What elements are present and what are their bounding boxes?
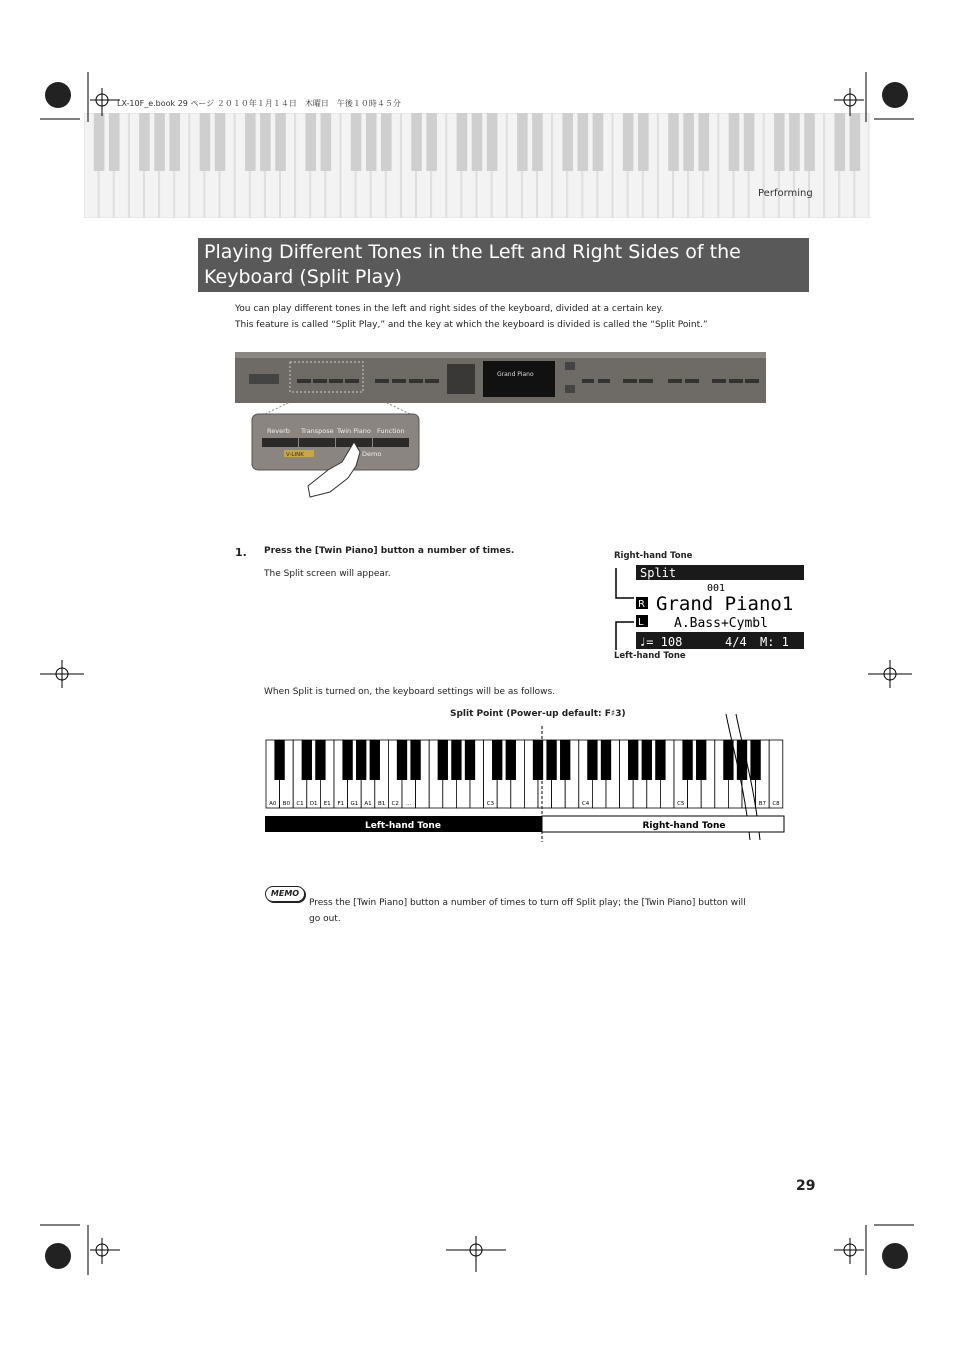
banner-black-key bbox=[215, 113, 226, 171]
lcd-title: Split bbox=[640, 566, 677, 580]
banner-black-key bbox=[532, 113, 543, 171]
step-number: 1. bbox=[235, 546, 247, 559]
key-label: B0 bbox=[282, 801, 291, 807]
right-hand-tone-label: Right-hand Tone bbox=[642, 821, 726, 831]
intro-line-2: This feature is called “Split Play,” and the key at which the keyboard is divided is called the “Split Point.” bbox=[235, 320, 708, 330]
banner-black-key bbox=[729, 113, 740, 171]
crosshair-icon bbox=[866, 660, 916, 690]
banner-black-key bbox=[562, 113, 573, 171]
demo-label: Demo bbox=[362, 450, 382, 458]
file-info-header: LX-10F_e.book 29 ページ ２０１０年１月１４日 木曜日 午後１０時４５分 bbox=[117, 99, 401, 108]
black-key bbox=[356, 740, 366, 780]
key-label: B7 bbox=[758, 801, 767, 807]
black-key bbox=[601, 740, 611, 780]
lcd-left-tone: A.Bass+Cymbl bbox=[674, 616, 768, 631]
key-label: C8 bbox=[772, 801, 780, 807]
black-key bbox=[397, 740, 407, 780]
black-key bbox=[492, 740, 502, 780]
banner-black-key bbox=[245, 113, 256, 171]
page-title: Playing Different Tones in the Left and Right Sides of the Keyboard (Split Play) bbox=[198, 238, 809, 292]
black-key bbox=[642, 740, 652, 780]
reverb-button[interactable] bbox=[262, 438, 298, 447]
black-key bbox=[696, 740, 706, 780]
banner-black-key bbox=[260, 113, 271, 171]
vlink-label: V-LINK bbox=[286, 452, 304, 458]
black-key bbox=[682, 740, 692, 780]
key-label: G1 bbox=[350, 801, 359, 807]
lcd-split-screen bbox=[612, 562, 805, 652]
memo-badge: MEMO bbox=[265, 886, 305, 902]
banner-black-key bbox=[366, 113, 377, 171]
key-label: F1 bbox=[337, 801, 345, 807]
panel-display-text: Grand Piano bbox=[497, 371, 534, 378]
banner-black-key bbox=[411, 113, 422, 171]
registration-mark-icon bbox=[834, 1200, 914, 1280]
lcd-right-tone: Grand Piano1 bbox=[656, 593, 794, 615]
banner-black-key bbox=[638, 113, 649, 171]
step-result: The Split screen will appear. bbox=[264, 569, 391, 579]
banner-black-key bbox=[698, 113, 709, 171]
banner-black-key bbox=[381, 113, 392, 171]
key-label: A0 bbox=[269, 801, 277, 807]
black-key bbox=[342, 740, 352, 780]
banner-black-key bbox=[426, 113, 437, 171]
intro-text bbox=[235, 301, 708, 333]
panel-zoom bbox=[250, 400, 425, 500]
banner-black-key bbox=[275, 113, 286, 171]
banner-black-key bbox=[169, 113, 180, 171]
black-key bbox=[410, 740, 420, 780]
split-keyboard-diagram bbox=[264, 714, 786, 842]
key-label: A1 bbox=[364, 801, 372, 807]
crosshair-icon bbox=[446, 1234, 506, 1274]
keyboard-banner bbox=[84, 113, 870, 218]
split-point-label: Split Point (Power-up default: F♯3) bbox=[450, 709, 626, 719]
banner-black-key bbox=[593, 113, 604, 171]
lcd-number: 001 bbox=[707, 583, 726, 594]
left-hand-tone-label: Left-hand Tone bbox=[365, 821, 441, 831]
banner-black-key bbox=[578, 113, 589, 171]
banner-black-key bbox=[487, 113, 498, 171]
black-key bbox=[737, 740, 747, 780]
zoom-label-transpose: Transpose bbox=[301, 427, 334, 435]
lcd-tempo: ♩= 108 bbox=[639, 635, 683, 649]
banner-black-key bbox=[351, 113, 362, 171]
black-key bbox=[655, 740, 665, 780]
banner-black-key bbox=[305, 113, 316, 171]
banner-black-key bbox=[789, 113, 800, 171]
black-key bbox=[465, 740, 475, 780]
black-key bbox=[628, 740, 638, 780]
zoom-label-function: Function bbox=[377, 427, 405, 435]
lcd-right-marker: R bbox=[638, 599, 645, 610]
banner-black-key bbox=[668, 113, 679, 171]
key-label: C5 bbox=[677, 801, 685, 807]
zoom-label-twin-piano: Twin Piano bbox=[337, 427, 371, 435]
key-label: E1 bbox=[323, 801, 331, 807]
section-label: Performing bbox=[758, 188, 813, 199]
black-key bbox=[587, 740, 597, 780]
key-label: B1 bbox=[377, 801, 386, 807]
black-key bbox=[560, 740, 570, 780]
key-label: C4 bbox=[581, 801, 590, 807]
key-label: D1 bbox=[309, 801, 318, 807]
zoom-label-reverb: Reverb bbox=[267, 427, 290, 435]
lcd-left-hand-label: Left-hand Tone bbox=[614, 651, 686, 661]
banner-black-key bbox=[321, 113, 332, 171]
banner-black-key bbox=[200, 113, 211, 171]
banner-black-key bbox=[517, 113, 528, 171]
black-key bbox=[315, 740, 325, 780]
black-key bbox=[750, 740, 760, 780]
banner-black-key bbox=[774, 113, 785, 171]
banner-black-key bbox=[683, 113, 694, 171]
crosshair-icon bbox=[38, 660, 88, 690]
step-instruction: Press the [Twin Piano] button a number of times. bbox=[264, 546, 515, 556]
split-settings-note: When Split is turned on, the keyboard settings will be as follows. bbox=[264, 687, 556, 697]
lcd-right-hand-label: Right-hand Tone bbox=[614, 551, 693, 561]
banner-black-key bbox=[139, 113, 150, 171]
lcd-beat: 4/4 bbox=[725, 635, 747, 649]
banner-black-key bbox=[623, 113, 634, 171]
panel-photo bbox=[235, 352, 766, 403]
banner-black-key bbox=[472, 113, 483, 171]
white-key bbox=[769, 740, 783, 808]
key-label: … bbox=[406, 801, 412, 807]
lcd-measure: M: 1 bbox=[760, 635, 789, 649]
registration-mark-icon bbox=[834, 72, 914, 152]
key-label: C1 bbox=[296, 801, 304, 807]
black-key bbox=[438, 740, 448, 780]
black-key bbox=[546, 740, 556, 780]
registration-mark-icon bbox=[40, 1200, 120, 1280]
banner-black-key bbox=[154, 113, 165, 171]
transpose-button[interactable] bbox=[299, 438, 335, 447]
registration-mark-icon bbox=[40, 72, 120, 152]
key-label: C3 bbox=[486, 801, 495, 807]
memo-text: Press the [Twin Piano] button a number of times to turn off Split play; the [Twin Piano] button will go out. bbox=[309, 898, 746, 924]
black-key bbox=[451, 740, 461, 780]
key-label: C2 bbox=[391, 801, 399, 807]
intro-line-1: You can play different tones in the left and right sides of the keyboard, divided at a certain key. bbox=[235, 304, 664, 314]
banner-black-key bbox=[804, 113, 815, 171]
page-number: 29 bbox=[796, 1178, 816, 1194]
black-key bbox=[302, 740, 312, 780]
black-key bbox=[274, 740, 284, 780]
function-button[interactable] bbox=[373, 438, 409, 447]
black-key bbox=[723, 740, 733, 780]
banner-black-key bbox=[457, 113, 468, 171]
black-key bbox=[506, 740, 516, 780]
black-key bbox=[370, 740, 380, 780]
lcd-left-marker: L bbox=[638, 617, 644, 628]
banner-black-key bbox=[744, 113, 755, 171]
